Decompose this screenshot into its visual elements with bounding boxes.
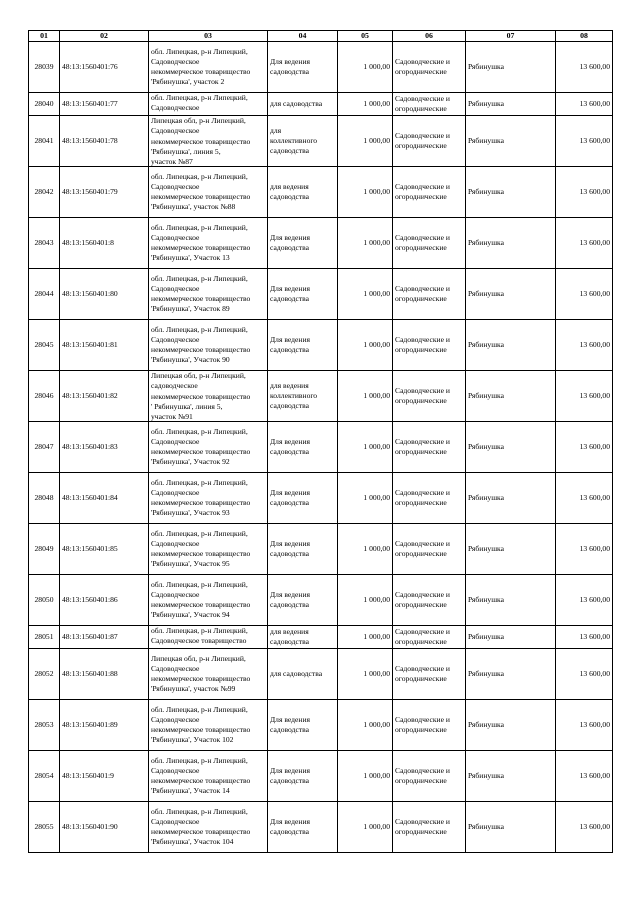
table-row [29, 751, 613, 802]
partnership-name: Рябинушка [466, 42, 556, 93]
row-number: 28053 [29, 700, 60, 751]
area-value: 1 000,00 [338, 700, 393, 751]
cadastral-number: 48:13:1560401:85 [60, 524, 149, 575]
cadastral-value: 13 600,00 [556, 751, 613, 802]
row-number: 28048 [29, 473, 60, 524]
address-cell: обл. Липецкая, р-н Липецкий, Садоводческое некоммерческое товарищество 'Рябинушка', Участок 104 [149, 802, 268, 853]
cadastral-number: 48:13:1560401:83 [60, 422, 149, 473]
address-cell: обл. Липецкая, р-н Липецкий, Садоводческое некоммерческое товарищество 'Рябинушка', Участок 94 [149, 575, 268, 626]
land-category: Садоводческие и огороднические [393, 93, 466, 116]
cadastral-value: 13 600,00 [556, 802, 613, 853]
table-row [29, 626, 613, 649]
permitted-use: Для ведения садоводства [268, 751, 338, 802]
partnership-name: Рябинушка [466, 167, 556, 218]
area-value: 1 000,00 [338, 371, 393, 422]
col-header-01: 01 [29, 31, 60, 42]
partnership-name: Рябинушка [466, 649, 556, 700]
permitted-use: для ведения коллективного садоводства [268, 371, 338, 422]
col-header-04: 04 [268, 31, 338, 42]
table-row [29, 269, 613, 320]
col-header-05: 05 [338, 31, 393, 42]
permitted-use: Для ведения садоводства [268, 524, 338, 575]
cadastral-number: 48:13:1560401:9 [60, 751, 149, 802]
land-category: Садоводческие и огороднические [393, 371, 466, 422]
cadastral-number: 48:13:1560401:86 [60, 575, 149, 626]
table-row [29, 802, 613, 853]
land-category: Садоводческие и огороднические [393, 700, 466, 751]
cadastral-number: 48:13:1560401:82 [60, 371, 149, 422]
cadastral-value: 13 600,00 [556, 473, 613, 524]
row-number: 28051 [29, 626, 60, 649]
cadastral-value: 13 600,00 [556, 422, 613, 473]
area-value: 1 000,00 [338, 269, 393, 320]
partnership-name: Рябинушка [466, 626, 556, 649]
area-value: 1 000,00 [338, 524, 393, 575]
partnership-name: Рябинушка [466, 422, 556, 473]
col-header-03: 03 [149, 31, 268, 42]
address-text: Липецкая обл, р-н Липецкий, садоводческое некоммерческое товарищество ' Рябинушка', линия 5, участок №91 [151, 371, 251, 422]
address-text: Липецкая обл, р-н Липецкий, Садоводческое некоммерческое товарищество 'Рябинушка', линия 5, участок №87 [151, 116, 251, 167]
cadastral-value: 13 600,00 [556, 371, 613, 422]
area-value: 1 000,00 [338, 218, 393, 269]
permitted-use: для садоводства [268, 93, 338, 116]
cadastral-number: 48:13:1560401:78 [60, 116, 149, 167]
area-value: 1 000,00 [338, 320, 393, 371]
row-number: 28047 [29, 422, 60, 473]
address-cell [149, 371, 268, 422]
address-cell: обл. Липецкая, р-н Липецкий, Садоводческое некоммерческое товарищество 'Рябинушка', Участок 102 [149, 700, 268, 751]
area-value: 1 000,00 [338, 802, 393, 853]
partnership-name: Рябинушка [466, 802, 556, 853]
partnership-name: Рябинушка [466, 269, 556, 320]
row-number: 28050 [29, 575, 60, 626]
cadastral-number: 48:13:1560401:79 [60, 167, 149, 218]
area-value: 1 000,00 [338, 167, 393, 218]
cadastral-value: 13 600,00 [556, 649, 613, 700]
table-row [29, 320, 613, 371]
cadastral-number: 48:13:1560401:8 [60, 218, 149, 269]
cadastral-number: 48:13:1560401:87 [60, 626, 149, 649]
cadastral-value: 13 600,00 [556, 116, 613, 167]
land-category: Садоводческие и огороднические [393, 473, 466, 524]
table-row [29, 575, 613, 626]
cadastral-value: 13 600,00 [556, 524, 613, 575]
partnership-name: Рябинушка [466, 700, 556, 751]
area-value: 1 000,00 [338, 42, 393, 93]
land-category: Садоводческие и огороднические [393, 422, 466, 473]
cadastral-value: 13 600,00 [556, 93, 613, 116]
table-row [29, 42, 613, 93]
cadastral-value: 13 600,00 [556, 575, 613, 626]
cadastral-value: 13 600,00 [556, 218, 613, 269]
land-category: Садоводческие и огороднические [393, 167, 466, 218]
permitted-use: Для ведения садоводства [268, 802, 338, 853]
permitted-use: Для ведения садоводства [268, 269, 338, 320]
row-number: 28046 [29, 371, 60, 422]
partnership-name: Рябинушка [466, 93, 556, 116]
partnership-name: Рябинушка [466, 473, 556, 524]
table-row [29, 167, 613, 218]
land-category: Садоводческие и огороднические [393, 42, 466, 93]
permitted-use: Для ведения садоводства [268, 473, 338, 524]
cadastral-number: 48:13:1560401:81 [60, 320, 149, 371]
table-row [29, 371, 613, 422]
partnership-name: Рябинушка [466, 371, 556, 422]
address-cell: обл. Липецкая, р-н Липецкий, Садоводческое некоммерческое товарищество 'Рябинушка', Участок 90 [149, 320, 268, 371]
address-cell: обл. Липецкая, р-н Липецкий, Садоводческое некоммерческое товарищество 'Рябинушка', Участок 14 [149, 751, 268, 802]
land-category: Садоводческие и огороднические [393, 269, 466, 320]
col-header-08: 08 [556, 31, 613, 42]
table-row [29, 93, 613, 116]
address-cell: обл. Липецкая, р-н Липецкий, Садоводческое некоммерческое товарищество 'Рябинушка', Участок 13 [149, 218, 268, 269]
row-number: 28049 [29, 524, 60, 575]
address-cell: Липецкая обл, р-н Липецкий, Садоводческое некоммерческое товарищество 'Рябинушка', участок №99 [149, 649, 268, 700]
land-category: Садоводческие и огороднические [393, 320, 466, 371]
land-category: Садоводческие и огороднические [393, 626, 466, 649]
address-text: обл. Липецкая, р-н Липецкий, Садоводческое товарищество [151, 626, 248, 646]
header-row [29, 31, 613, 42]
cadastral-number: 48:13:1560401:89 [60, 700, 149, 751]
partnership-name: Рябинушка [466, 116, 556, 167]
area-value: 1 000,00 [338, 649, 393, 700]
row-number: 28042 [29, 167, 60, 218]
address-cell: обл. Липецкая, р-н Липецкий, Садоводческое некоммерческое товарищество 'Рябинушка', участок 2 [149, 42, 268, 93]
cadastral-number: 48:13:1560401:76 [60, 42, 149, 93]
permitted-use: для коллективного садоводства [268, 116, 338, 167]
row-number: 28039 [29, 42, 60, 93]
area-value: 1 000,00 [338, 93, 393, 116]
table-row [29, 649, 613, 700]
partnership-name: Рябинушка [466, 751, 556, 802]
cadastral-value: 13 600,00 [556, 42, 613, 93]
row-number: 28045 [29, 320, 60, 371]
partnership-name: Рябинушка [466, 524, 556, 575]
row-number: 28040 [29, 93, 60, 116]
land-category: Садоводческие и огороднические [393, 116, 466, 167]
land-category: Садоводческие и огороднические [393, 649, 466, 700]
row-number: 28054 [29, 751, 60, 802]
cadastral-number: 48:13:1560401:88 [60, 649, 149, 700]
land-category: Садоводческие и огороднические [393, 575, 466, 626]
table-row [29, 218, 613, 269]
permitted-use: Для ведения садоводства [268, 422, 338, 473]
area-value: 1 000,00 [338, 473, 393, 524]
row-number: 28041 [29, 116, 60, 167]
address-cell [149, 626, 268, 649]
address-cell [149, 93, 268, 116]
cadastral-number: 48:13:1560401:80 [60, 269, 149, 320]
permitted-use: для садоводства [268, 649, 338, 700]
permitted-use: Для ведения садоводства [268, 218, 338, 269]
cadastral-value: 13 600,00 [556, 269, 613, 320]
partnership-name: Рябинушка [466, 575, 556, 626]
address-text: обл. Липецкая, р-н Липецкий, Садоводческое [151, 93, 248, 113]
permitted-use: для ведения садоводства [268, 167, 338, 218]
address-cell [149, 116, 268, 167]
area-value: 1 000,00 [338, 626, 393, 649]
cadastral-value: 13 600,00 [556, 700, 613, 751]
partnership-name: Рябинушка [466, 320, 556, 371]
cadastral-number: 48:13:1560401:84 [60, 473, 149, 524]
table-row [29, 116, 613, 167]
land-register-table [28, 30, 613, 853]
permitted-use: Для ведения садоводства [268, 575, 338, 626]
col-header-02: 02 [60, 31, 149, 42]
address-cell: обл. Липецкая, р-н Липецкий, Садоводческое некоммерческое товарищество 'Рябинушка', Участок 92 [149, 422, 268, 473]
permitted-use: Для ведения садоводства [268, 700, 338, 751]
area-value: 1 000,00 [338, 116, 393, 167]
permitted-use: Для ведения садоводства [268, 42, 338, 93]
cadastral-value: 13 600,00 [556, 320, 613, 371]
address-cell: обл. Липецкая, р-н Липецкий, Садоводческое некоммерческое товарищество 'Рябинушка', Участок 95 [149, 524, 268, 575]
cadastral-value: 13 600,00 [556, 626, 613, 649]
col-header-06: 06 [393, 31, 466, 42]
row-number: 28044 [29, 269, 60, 320]
row-number: 28043 [29, 218, 60, 269]
row-number: 28055 [29, 802, 60, 853]
address-cell: обл. Липецкая, р-н Липецкий, Садоводческое некоммерческое товарищество 'Рябинушка', участок №88 [149, 167, 268, 218]
address-cell: обл. Липецкая, р-н Липецкий, Садоводческое некоммерческое товарищество 'Рябинушка', Участок 89 [149, 269, 268, 320]
land-category: Садоводческие и огороднические [393, 524, 466, 575]
address-cell: обл. Липецкая, р-н Липецкий, Садоводческое некоммерческое товарищество 'Рябинушка', Участок 93 [149, 473, 268, 524]
cadastral-value: 13 600,00 [556, 167, 613, 218]
area-value: 1 000,00 [338, 422, 393, 473]
area-value: 1 000,00 [338, 751, 393, 802]
permitted-use: Для ведения садоводства [268, 320, 338, 371]
land-category: Садоводческие и огороднические [393, 751, 466, 802]
permitted-use: для ведения садоводства [268, 626, 338, 649]
land-category: Садоводческие и огороднические [393, 218, 466, 269]
land-category: Садоводческие и огороднические [393, 802, 466, 853]
col-header-07: 07 [466, 31, 556, 42]
partnership-name: Рябинушка [466, 218, 556, 269]
cadastral-number: 48:13:1560401:77 [60, 93, 149, 116]
table-row [29, 422, 613, 473]
row-number: 28052 [29, 649, 60, 700]
table-row [29, 524, 613, 575]
table-row [29, 473, 613, 524]
table-row [29, 700, 613, 751]
cadastral-number: 48:13:1560401:90 [60, 802, 149, 853]
area-value: 1 000,00 [338, 575, 393, 626]
